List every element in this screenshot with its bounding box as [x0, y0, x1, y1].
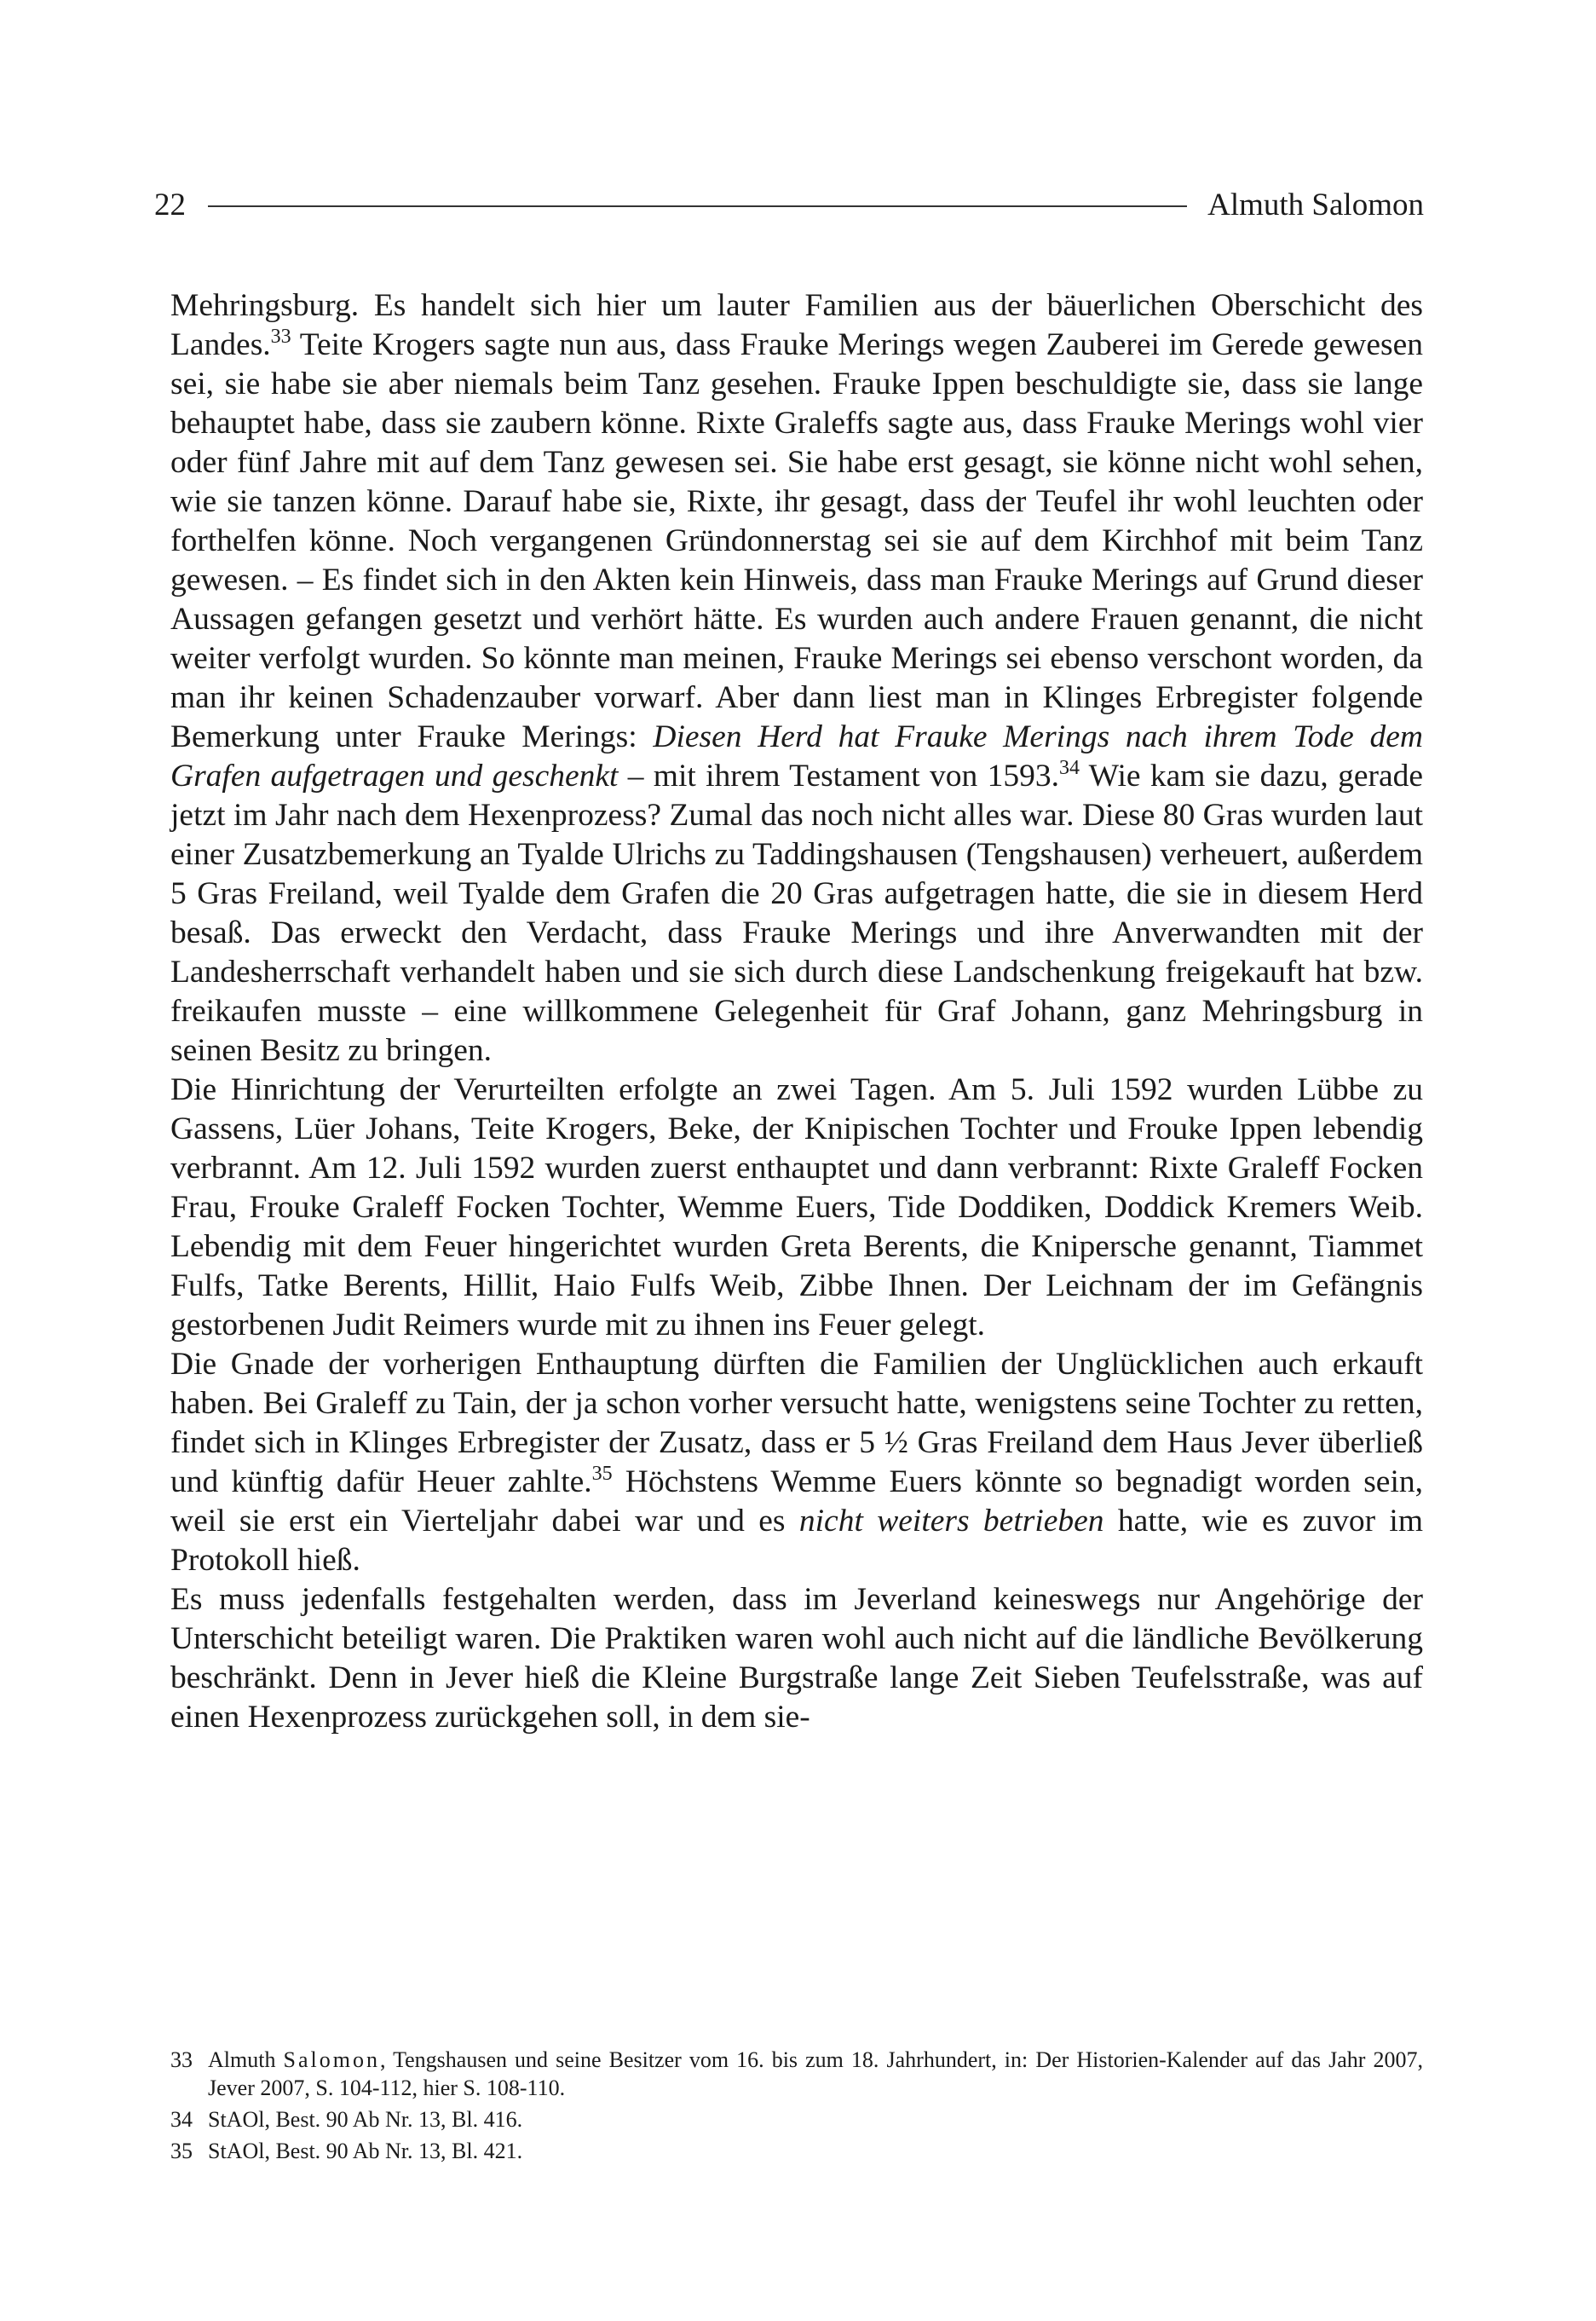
- text-run: – mit ihrem Testament von 1593.: [618, 759, 1059, 794]
- footnote-34: [170, 2105, 1423, 2133]
- footnote-number: 35: [170, 2139, 193, 2163]
- footnote-citation: , Tengshausen und seine Besitzer vom 16. bis zum 18. Jahrhundert, in: Der Historien-Kalender auf das Jahr 2007, Jever 2007, S. 104-112, hier S. 108-110.: [208, 2047, 1423, 2100]
- footnote-author-first: Almuth: [208, 2047, 284, 2072]
- footnote-text: [208, 2046, 1423, 2102]
- paragraph-4: Es muss jedenfalls festgehalten werden, dass im Jeverland keineswegs nur Angehörige der Unterschicht beteiligt waren. Die Praktiken waren wohl auch nicht auf die ländliche Bevölkerung beschränkt. Denn in Jever hieß die Kleine Burgstraße lange Zeit Sieben Teufelsstraße, was auf einen Hexenprozess zurückgehen soll, in dem sie-: [170, 1582, 1423, 1735]
- footnote-text: StAOl, Best. 90 Ab Nr. 13, Bl. 421.: [208, 2139, 523, 2163]
- text-run: Die Gnade der vorherigen Enthauptung dürften die Familien der Unglücklichen auch erkauft haben. Bei Graleff zu Tain, der ja schon vorher versucht hatte, wenigstens seine Tochter zu retten, findet sich in Klinges Erbregister der Zusatz, dass er 5 ½ Gras Freiland dem Haus Jever überließ und künftig dafür Heuer zahlte.: [170, 1347, 1423, 1499]
- page-number: 22: [154, 187, 186, 222]
- text-run: Höchstens Wemme Euers könnte so begnadigt worden sein, weil sie erst ein Vierteljahr dabei war und es: [170, 1464, 1423, 1539]
- footnote-35: [170, 2137, 1423, 2165]
- paragraph-2: Die Hinrichtung der Verurteilten erfolgte an zwei Tagen. Am 5. Juli 1592 wurden Lübbe zu Gassens, Lüer Johans, Teite Krogers, Beke, der Knipischen Tochter und Frouke Ippen lebendig verbrannt. Am 12. Juli 1592 wurden zuerst enthauptet und dann verbrannt: Rixte Graleff Focken Frau, Frouke Graleff Focken Tochter, Wemme Euers, Tide Doddiken, Doddick Kremers Weib. Lebendig mit dem Feuer hingerichtet wurden Greta Berents, die Knipersche genannt, Tiammet Fulfs, Tatke Berents, Hillit, Haio Fulfs Weib, Zibbe Ihnen. Der Leichnam der im Gefängnis gestorbenen Judit Reimers wurde mit zu ihnen ins Feuer gelegt.: [170, 1072, 1423, 1342]
- text-run: Wie kam sie dazu, gerade jetzt im Jahr nach dem Hexenprozess? Zumal das noch nicht alles war. Diese 80 Gras wurden laut einer Zusatzbemerkung an Tyalde Ulrichs zu Taddingshausen (Tengshausen) verheuert, außerdem 5 Gras Freiland, weil Tyalde dem Grafen die 20 Gras aufgetragen hatte, die sie in diesem Herd besaß. Das erweckt den Verdacht, dass Frauke Merings und ihre Anverwandten mit der Landesherrschaft verhandelt haben und sie sich durch diese Landschenkung freigekauft hat bzw. freikaufen musste – eine willkommene Gelegenheit für Graf Johann, ganz Mehringsburg in seinen Besitz zu bringen.: [170, 759, 1424, 1068]
- text-run: Teite Krogers sagte nun aus, dass Frauke Merings wegen Zauberei im Gerede gewesen sei, sie habe sie aber niemals beim Tanz gesehen. Frauke Ippen beschuldigte sie, dass sie lange behauptet habe, dass sie zaubern könne. Rixte Graleffs sagte aus, dass Frauke Merings wohl vier oder fünf Jahre mit auf dem Tanz gewesen sei. Sie habe erst gesagt, sie könne nicht wohl sehen, wie sie tanzen könne. Darauf habe sie, Rixte, ihr gesagt, dass der Teufel ihr wohl leuchten oder forthelfen könne. Noch vergangenen Gründonnerstag sei sie auf dem Kirchhof mit beim Tanz gewesen. – Es findet sich in den Akten kein Hinweis, dass man Frauke Merings auf Grund dieser Aussagen gefangen gesetzt und verhört hätte. Es wurden auch andere Frauen genannt, die nicht weiter verfolgt wurden. So könnte man meinen, Frauke Merings sei ebenso verschont worden, da man ihr keinen Schadenzauber vorwarf. Aber dann liest man in Klinges Erbregister folgende Bemerkung unter Frauke Merings:: [170, 327, 1423, 754]
- paragraph-1: [170, 286, 1423, 1071]
- footnote-ref-35: 35: [591, 1463, 613, 1485]
- italic-quote: nicht weiters betrieben: [798, 1504, 1104, 1539]
- text-run: Mehringsburg. Es handelt sich hier um lauter Familien aus der bäuerlichen Oberschicht des Landes.: [170, 288, 1423, 362]
- footnote-number: 34: [170, 2107, 193, 2132]
- footnote-number: 33: [170, 2047, 193, 2072]
- footnotes: [170, 2046, 1423, 2168]
- text-run: hatte, wie es zuvor im Protokoll hieß.: [170, 1504, 1424, 1578]
- paragraph-3: [170, 1345, 1423, 1580]
- footnote-ref-34: 34: [1058, 757, 1080, 779]
- running-head-author: Almuth Salomon: [1207, 187, 1424, 222]
- footnote-author-last: Salomon: [283, 2047, 380, 2072]
- footnote-ref-33: 33: [270, 326, 291, 348]
- italic-quote: Diesen Herd hat Frauke Merings nach ihrem Tode dem Grafen aufgetragen und geschenkt: [170, 719, 1424, 794]
- header-rule: [208, 205, 1187, 207]
- body-text: [170, 286, 1423, 1737]
- running-header: [154, 179, 1424, 230]
- footnote-33: [170, 2046, 1423, 2102]
- footnote-text: StAOl, Best. 90 Ab Nr. 13, Bl. 416.: [208, 2107, 523, 2132]
